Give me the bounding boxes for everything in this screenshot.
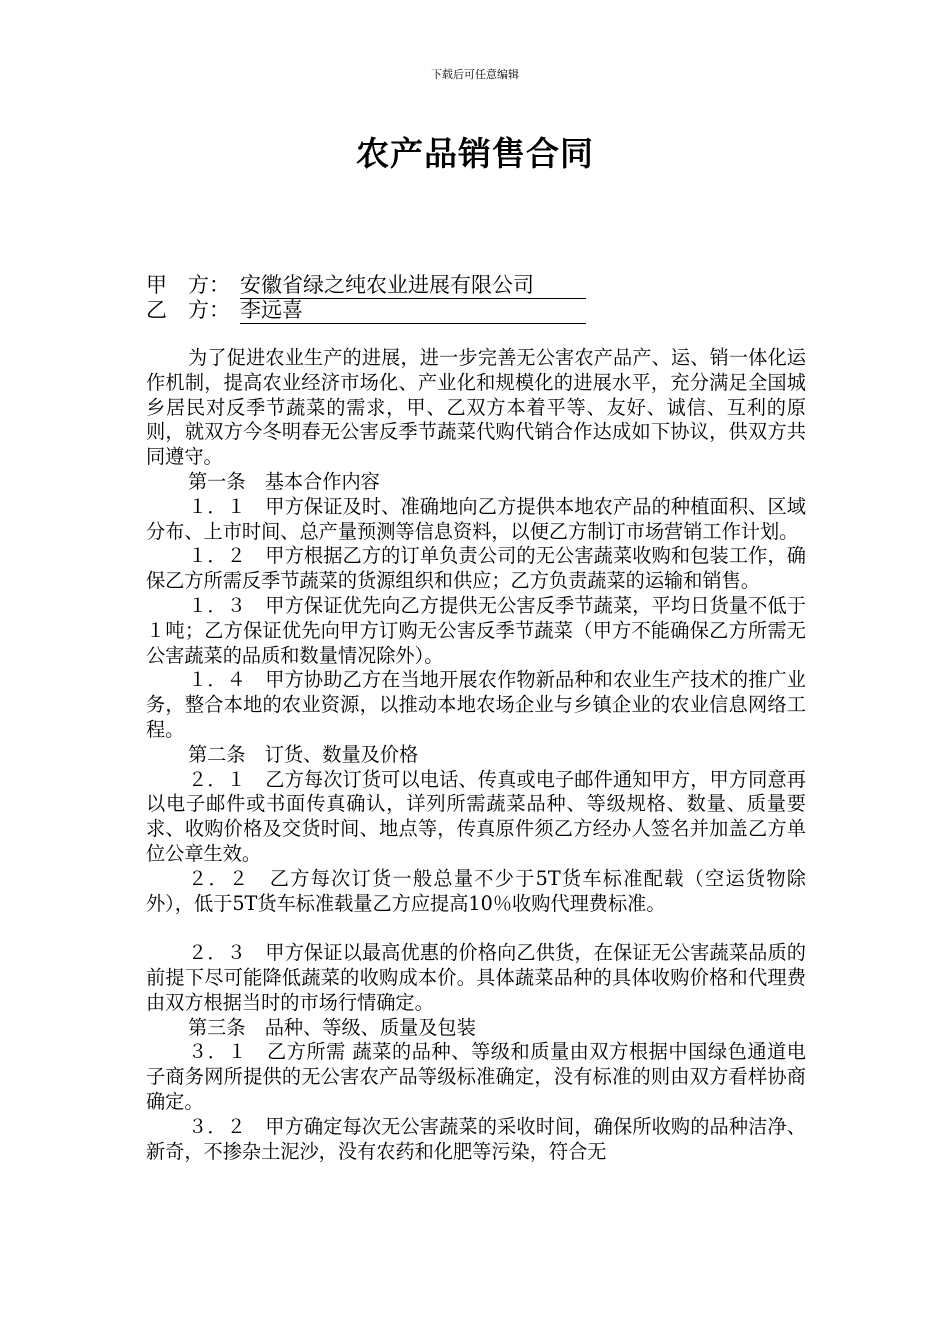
clause-3-1: ３．１ 乙方所需 蔬菜的品种、等级和质量由双方根据中国绿色通道电子商务网所提供的无公害农产品等级标准确定，没有标准的则由双方看样协商确定。 <box>146 1040 806 1113</box>
party-a-label: 甲 方： <box>146 273 230 297</box>
clause-2-2: ２．２ 乙方每次订货一般总量不少于5T货车标准配载（空运货物除外），低于5T货车标准载量乙方应提高10％收购代理费标准。 <box>146 866 806 915</box>
blank-line <box>146 916 806 941</box>
party-b-value: 李远喜 <box>240 298 586 324</box>
party-a-row <box>146 273 586 298</box>
article-1-heading: 第一条 基本合作内容 <box>188 469 380 493</box>
header-note: 下载后可任意编辑 <box>431 68 519 81</box>
parties-block <box>146 273 586 323</box>
clause-3-2: ３．２ 甲方确定每次无公害蔬菜的采收时间，确保所收购的品种洁净、新奇，不掺杂土泥沙，没有农药和化肥等污染，符合无 <box>146 1114 806 1163</box>
party-a-value: 安徽省绿之纯农业进展有限公司 <box>240 273 586 299</box>
clause-2-1: ２．１ 乙方每次订货可以电话、传真或电子邮件通知甲方，甲方同意再以电子邮件或书面传真确认，详列所需蔬菜品种、等级规格、数量、质量要求、收购价格及交货时间、地点等，传真原件须乙方经办人签名并加盖乙方单位公章生效。 <box>146 767 806 865</box>
intro-paragraph: 为了促进农业生产的进展，进一步完善无公害农产品产、运、销一体化运作机制，提高农业经济市场化、产业化和规模化的进展水平，充分满足全国城乡居民对反季节蔬菜的需求，甲、乙双方本着平等、友好、诚信、互利的原则，就双方今冬明春无公害反季节蔬菜代购代销合作达成如下协议，供双方共同遵守。 <box>146 346 806 469</box>
document-title: 农产品销售合同 <box>356 134 594 173</box>
contract-body <box>146 346 806 1164</box>
clause-1-2: １．２ 甲方根据乙方的订单负责公司的无公害蔬菜收购和包装工作，确保乙方所需反季节蔬菜的货源组织和供应；乙方负责蔬菜的运输和销售。 <box>146 544 806 593</box>
party-b-label: 乙 方： <box>146 298 230 322</box>
party-b-row <box>146 298 586 323</box>
clause-2-3: ２．３ 甲方保证以最高优惠的价格向乙供货，在保证无公害蔬菜品质的前提下尽可能降低蔬菜的收购成本价。具体蔬菜品种的具体收购价格和代理费由双方根据当时的市场行情确定。 <box>146 941 806 1014</box>
clause-1-4: １．４ 甲方协助乙方在当地开展农作物新品种和农业生产技术的推广业务，整合本地的农业资源，以推动本地农场企业与乡镇企业的农业信息网络工程。 <box>146 668 806 741</box>
article-3-heading: 第三条 品种、等级、质量及包装 <box>188 1015 476 1039</box>
clause-1-1: １．１ 甲方保证及时、准确地向乙方提供本地农产品的种植面积、区域分布、上市时间、总产量预测等信息资料，以便乙方制订市场营销工作计划。 <box>146 494 806 543</box>
clause-1-3: １．３ 甲方保证优先向乙方提供无公害反季节蔬菜，平均日货量不低于１吨；乙方保证优先向甲方订购无公害反季节蔬菜（甲方不能确保乙方所需无公害蔬菜的品质和数量情况除外）。 <box>146 593 806 667</box>
article-2-heading: 第二条 订货、数量及价格 <box>188 742 419 766</box>
